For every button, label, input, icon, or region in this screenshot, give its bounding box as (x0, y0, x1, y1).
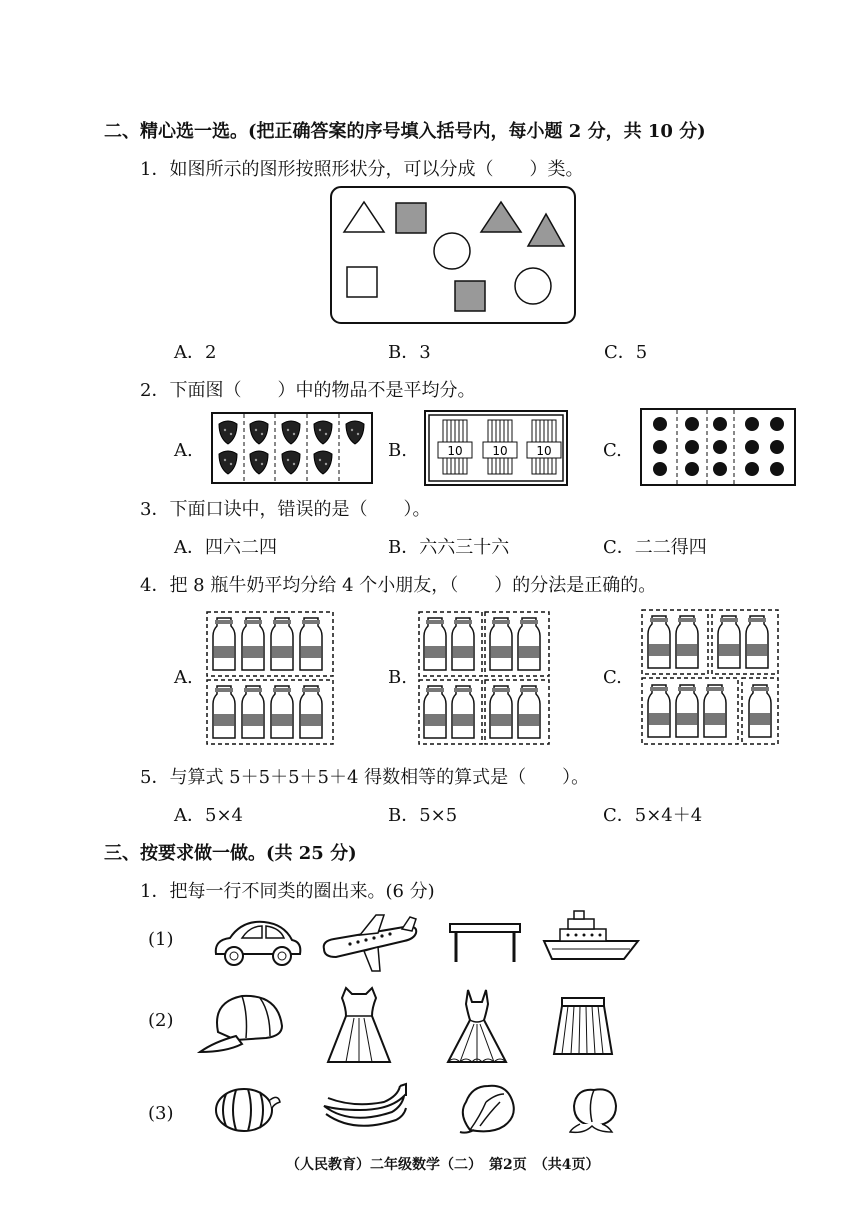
q3-option-a: A．四六二四 (174, 537, 277, 558)
car-image (212, 916, 304, 968)
square-grey (455, 281, 485, 311)
milk-grouping-c-image (640, 608, 780, 746)
shape-sorting-figure (330, 186, 576, 324)
circle-white (434, 233, 470, 269)
cabbage-image (456, 1080, 518, 1136)
q2-label-c: C. (603, 440, 622, 461)
question-3-text: 3．下面口诀中，错误的是（ ）。 (140, 499, 431, 520)
peach-image (566, 1078, 622, 1134)
q5-option-c: C．5×4＋4 (603, 805, 703, 826)
strawberry-groups-image (211, 412, 373, 484)
q1-option-b: B．3 (388, 342, 431, 363)
question-4-text: 4．把 8 瓶牛奶平均分给 4 个小朋友，（ ）的分法是正确的。 (140, 575, 657, 596)
bundle-label: 10 (492, 444, 508, 458)
section-2-heading: 二、精心选一选。(把正确答案的序号填入括号内，每小题 2 分，共 10 分) (104, 121, 706, 142)
square-grey (396, 203, 426, 233)
row-1-label: (1) (148, 929, 174, 950)
q3-option-b: B．六六三十六 (388, 537, 510, 558)
watermelon-image (212, 1084, 282, 1134)
milk-grouping-b-image (417, 610, 551, 746)
q1-option-a: A．2 (174, 342, 217, 363)
cap-image (196, 990, 288, 1056)
q5-option-b: B．5×5 (388, 805, 458, 826)
section-3-question-1-text: 1．把每一行不同类的圈出来。(6 分) (140, 881, 435, 902)
bundle-label: 10 (536, 444, 552, 458)
q5-option-a: A．5×4 (174, 805, 243, 826)
q4-label-c: C. (603, 667, 622, 688)
airplane-image (320, 911, 420, 973)
q1-option-c: C．5 (604, 342, 648, 363)
q2-label-a: A. (174, 440, 193, 461)
q4-label-a: A. (174, 667, 193, 688)
q3-option-c: C．二二得四 (603, 537, 707, 558)
table-image (448, 922, 522, 964)
ship-image (542, 909, 642, 963)
question-5-text: 5．与算式 5＋5＋5＋5＋4 得数相等的算式是（ ）。 (140, 767, 590, 788)
page-footer: （人民教育）二年级数学（二） 第2页 （共4页） (286, 1157, 600, 1173)
q4-label-b: B. (388, 667, 407, 688)
gown-image (446, 986, 508, 1066)
question-2-text: 2．下面图（ ）中的物品不是平均分。 (140, 380, 476, 401)
circle-white (515, 268, 551, 304)
section-3-heading: 三、按要求做一做。(共 25 分) (104, 843, 357, 864)
q2-label-b: B. (388, 440, 407, 461)
milk-grouping-a-image (205, 610, 335, 746)
bundle-label: 10 (447, 444, 463, 458)
row-3-label: (3) (148, 1103, 174, 1124)
row-2-label: (2) (148, 1010, 174, 1031)
dress-image (326, 984, 392, 1066)
question-1-text: 1．如图所示的图形按照形状分，可以分成（ ）类。 (140, 159, 584, 180)
bananas-image (320, 1082, 410, 1132)
skirt-image (552, 996, 614, 1058)
square-white (347, 267, 377, 297)
dot-groups-image (640, 408, 796, 486)
stick-bundles-image (424, 410, 568, 486)
